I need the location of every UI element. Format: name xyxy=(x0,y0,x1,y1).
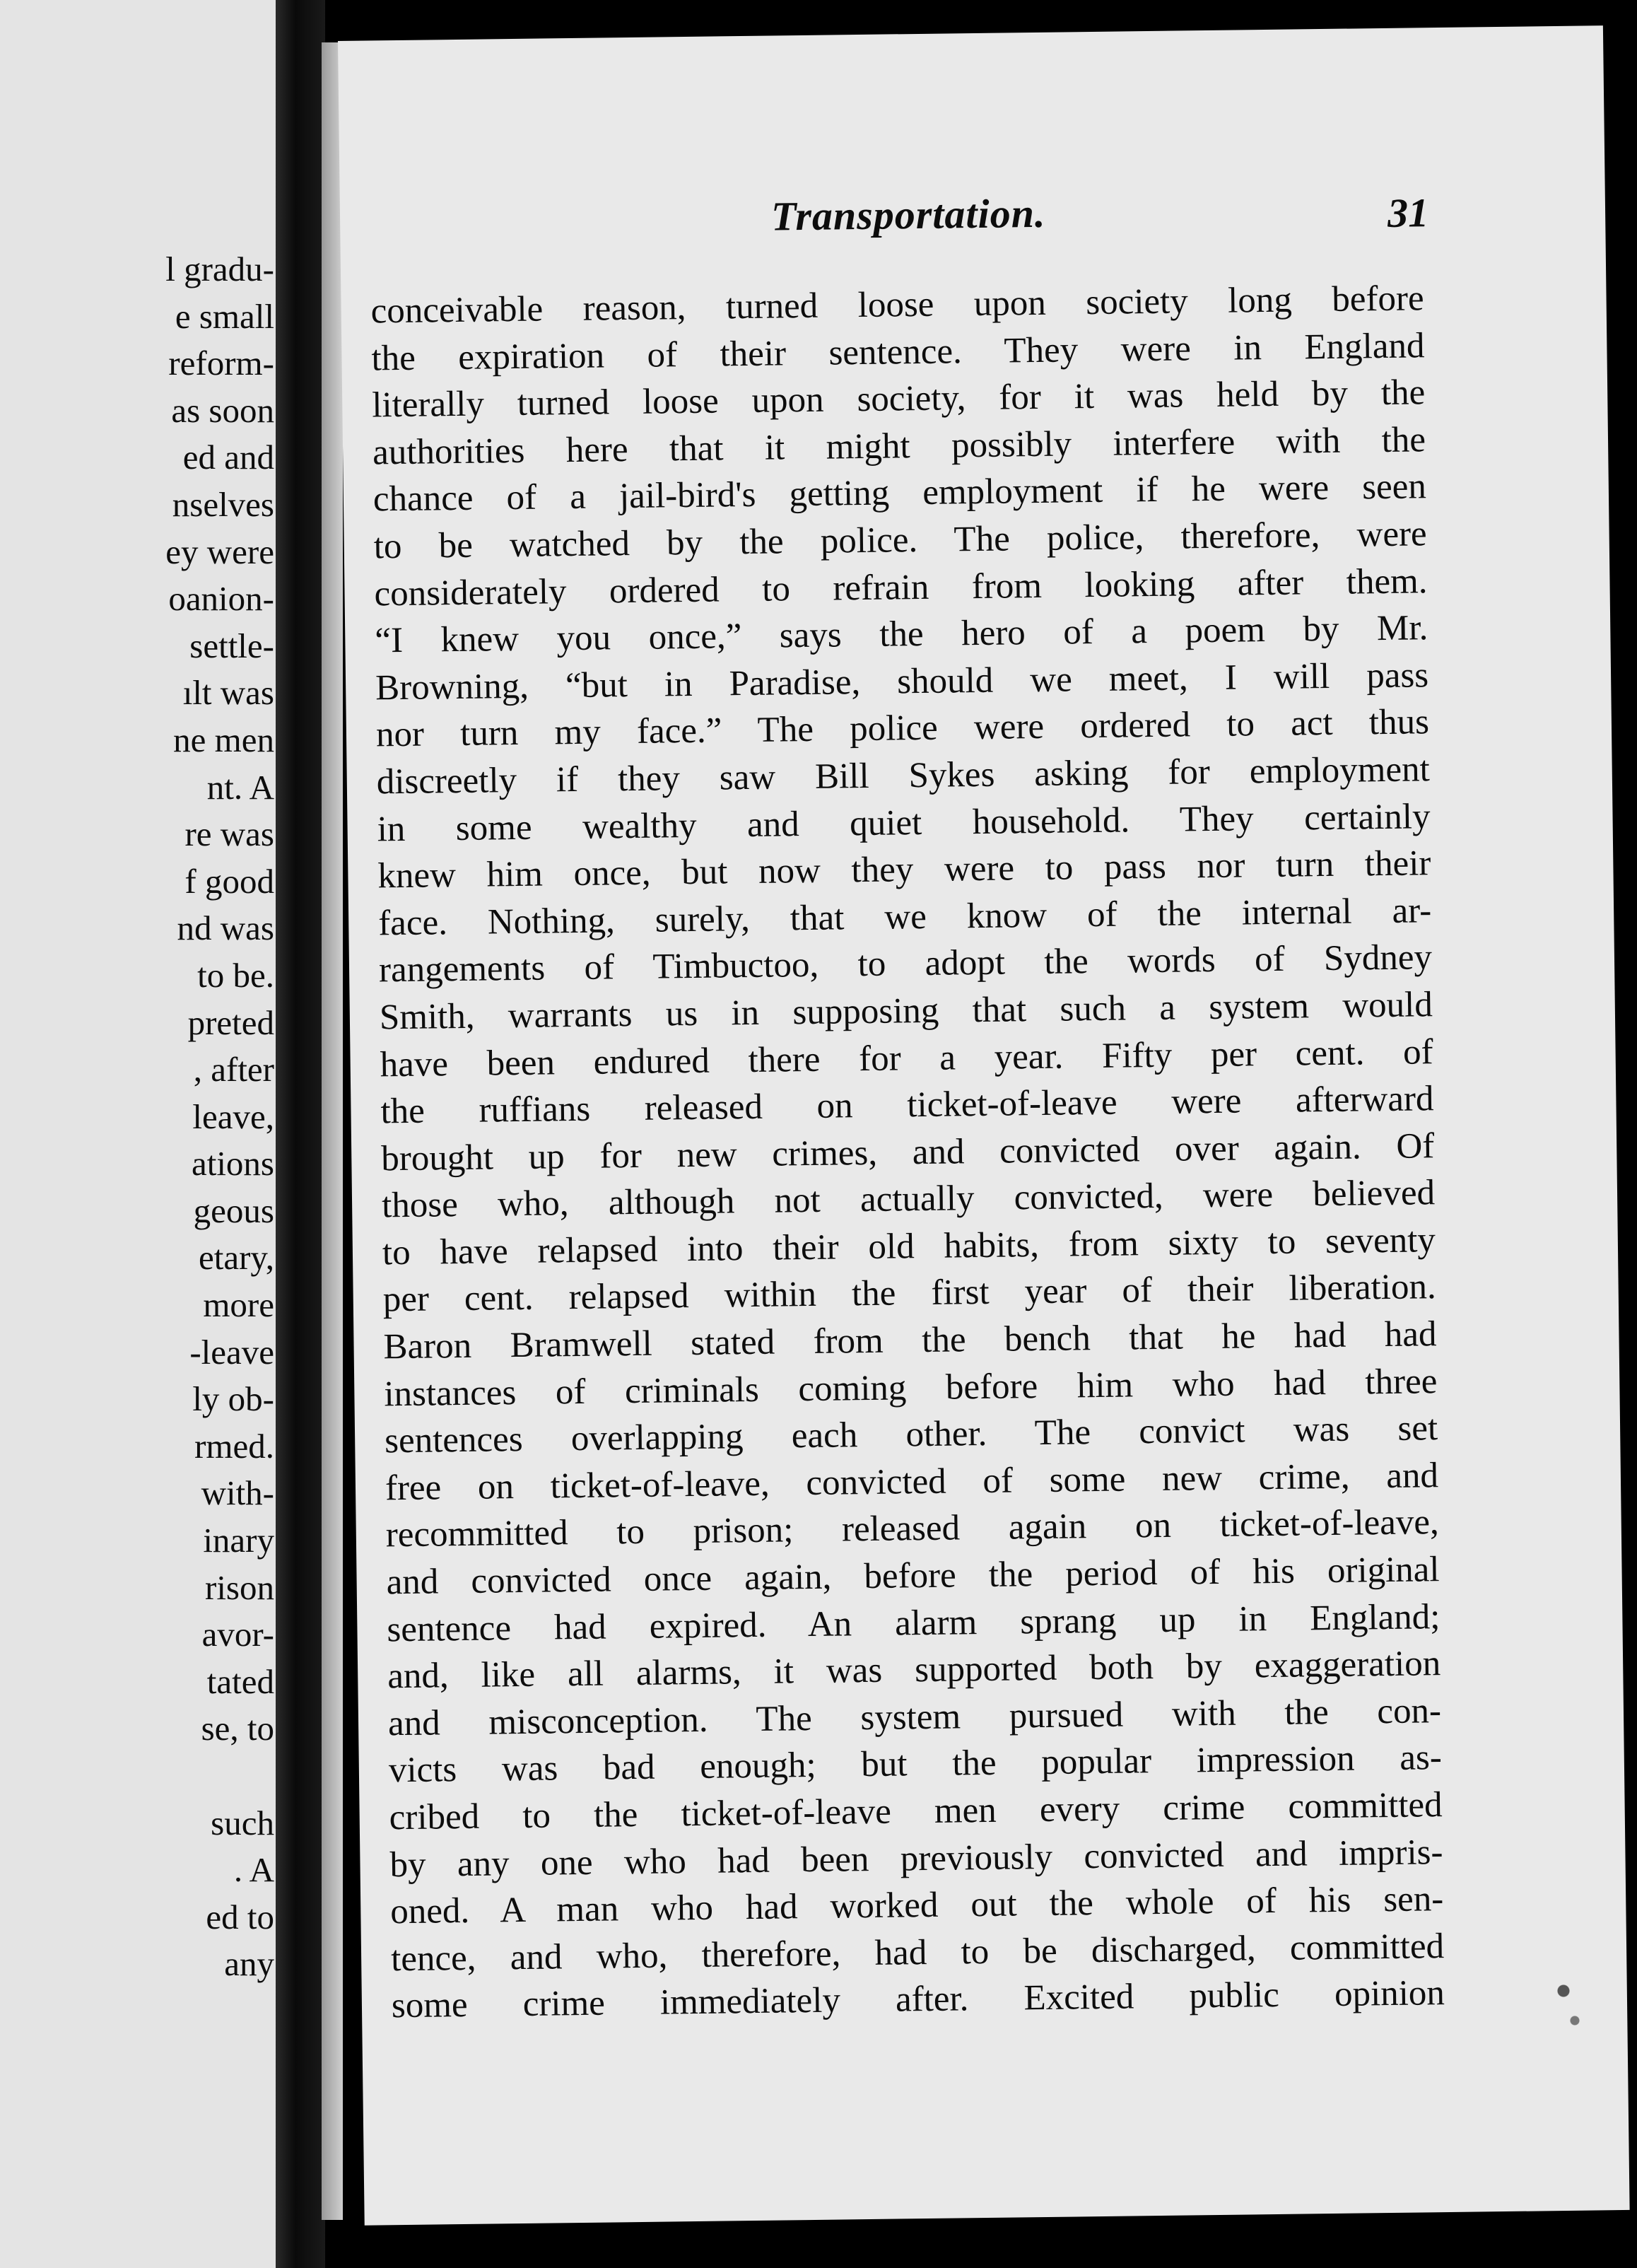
left-line: ed and xyxy=(182,438,274,477)
left-line: se, to xyxy=(201,1709,274,1748)
text-line: to have relapsed into their old habits, from sixty to seventy xyxy=(382,1220,1436,1273)
left-line: inary xyxy=(203,1521,274,1560)
left-line: -leave xyxy=(189,1332,274,1372)
right-page xyxy=(338,25,1630,2226)
left-line: geous xyxy=(193,1191,274,1230)
text-line: authorities here that it might possibly interfere with the xyxy=(372,420,1426,473)
text-line: the expiration of their sentence. They were in England xyxy=(371,325,1425,379)
text-line: “I knew you once,” says the hero of a poem by Mr. xyxy=(375,608,1428,661)
text-line: sentence had expired. An alarm sprang up in England; xyxy=(387,1596,1441,1649)
left-line: etary, xyxy=(199,1238,274,1278)
text-line: sentences overlapping each other. The convict was set xyxy=(384,1408,1438,1461)
text-line: cribed to the ticket-of-leave men every crime committed xyxy=(389,1785,1443,1838)
text-line: instances of criminals coming before him who had three xyxy=(384,1361,1438,1414)
left-line: nd was xyxy=(177,908,274,948)
text-line: free on ticket-of-leave, convicted of some new crime, and xyxy=(385,1455,1439,1509)
text-line: those who, although not actually convicted, were believed xyxy=(381,1173,1436,1226)
text-line: oned. A man who had worked out the whole of his sen- xyxy=(389,1879,1444,1932)
left-line: ed to xyxy=(206,1897,274,1936)
text-line: and convicted once again, before the period of his original xyxy=(386,1550,1440,1603)
text-line: tence, and who, therefore, had to be discharged, committed xyxy=(390,1926,1445,1980)
left-page-text xyxy=(0,246,274,1988)
text-line: some crime immediately after. Excited public opinion xyxy=(391,1973,1445,2026)
left-line: l gradu- xyxy=(165,250,274,288)
text-line: chance of a jail-bird's getting employment if he were seen xyxy=(372,467,1427,520)
text-line: face. Nothing, surely, that we know of the internal ar- xyxy=(377,890,1432,944)
text-line: per cent. relapsed within the first year of their liberation. xyxy=(382,1267,1436,1320)
left-line: ey were xyxy=(165,532,274,571)
left-line: e small xyxy=(175,296,274,336)
text-line: discreetly if they saw Bill Sykes asking for employment xyxy=(376,749,1431,802)
text-line: recommitted to prison; released again on ticket-of-leave, xyxy=(385,1502,1440,1555)
left-line: such xyxy=(211,1803,274,1842)
page-header xyxy=(340,182,1606,255)
left-line: tated xyxy=(206,1661,274,1701)
page-number: 31 xyxy=(1387,189,1429,236)
left-line: , after xyxy=(193,1050,274,1089)
left-line: f good xyxy=(184,861,274,901)
text-line: Baron Bramwell stated from the bench that he had had xyxy=(383,1314,1437,1367)
body-text xyxy=(370,275,1445,2030)
text-line: by any one who had been previously convicted and impris- xyxy=(389,1832,1443,1885)
running-head: Transportation. xyxy=(770,189,1046,240)
text-line: the ruffians released on ticket-of-leave were afterward xyxy=(380,1079,1434,1132)
left-line: rmed. xyxy=(194,1426,274,1466)
left-line: oanion- xyxy=(168,579,274,619)
left-line: settle- xyxy=(189,626,274,665)
left-line: . A xyxy=(233,1850,274,1890)
text-line: conceivable reason, turned loose upon society long before xyxy=(370,279,1424,332)
left-line: leave, xyxy=(192,1097,274,1136)
text-line: literally turned loose upon society, for it was held by the xyxy=(371,373,1426,426)
left-line: nt. A xyxy=(206,767,274,807)
left-line: rison xyxy=(205,1567,274,1607)
text-line: Smith, warrants us in supposing that such a system would xyxy=(379,985,1433,1038)
left-line: as soon xyxy=(171,390,274,430)
left-line: avor- xyxy=(201,1615,274,1654)
text-line: to be watched by the police. The police, therefore, were xyxy=(373,514,1427,567)
text-line: nor turn my face.” The police were ordered to act thus xyxy=(375,702,1430,755)
left-line: ılt was xyxy=(182,673,274,713)
scan-specks xyxy=(1541,1951,1597,2050)
left-line xyxy=(0,1753,274,1800)
left-line: any xyxy=(224,1944,274,1984)
text-line: and misconception. The system pursued with the con- xyxy=(387,1690,1442,1744)
left-line: preted xyxy=(187,1003,274,1042)
left-line: to be. xyxy=(197,955,274,995)
text-line: Browning, “but in Paradise, should we meet, I will pass xyxy=(375,655,1429,708)
left-line: ations xyxy=(191,1144,274,1183)
text-line: in some wealthy and quiet household. They certainly xyxy=(377,796,1431,849)
text-line: rangements of Timbuctoo, to adopt the words of Sydney xyxy=(378,937,1433,990)
text-line: knew him once, but now they were to pass nor turn their xyxy=(377,843,1431,896)
book-gutter-shadow xyxy=(276,0,325,2268)
left-line: reform- xyxy=(168,344,274,383)
text-line: have been endured there for a year. Fifty per cent. of xyxy=(380,1031,1433,1085)
text-line: and, like all alarms, it was supported both by exaggeration xyxy=(387,1644,1441,1697)
left-line: more xyxy=(203,1285,274,1325)
page-edge xyxy=(322,42,343,2220)
left-facing-page xyxy=(0,0,283,2268)
left-line: re was xyxy=(184,814,274,854)
text-line: victs was bad enough; but the popular impression as- xyxy=(388,1738,1443,1791)
left-line: ly ob- xyxy=(192,1379,274,1419)
left-line: ne men xyxy=(173,720,274,759)
text-line: brought up for new crimes, and convicted over again. Of xyxy=(380,1126,1435,1179)
left-line: with- xyxy=(201,1473,274,1513)
left-line: nselves xyxy=(172,484,274,524)
text-line: considerately ordered to refrain from looking after them. xyxy=(374,561,1428,614)
